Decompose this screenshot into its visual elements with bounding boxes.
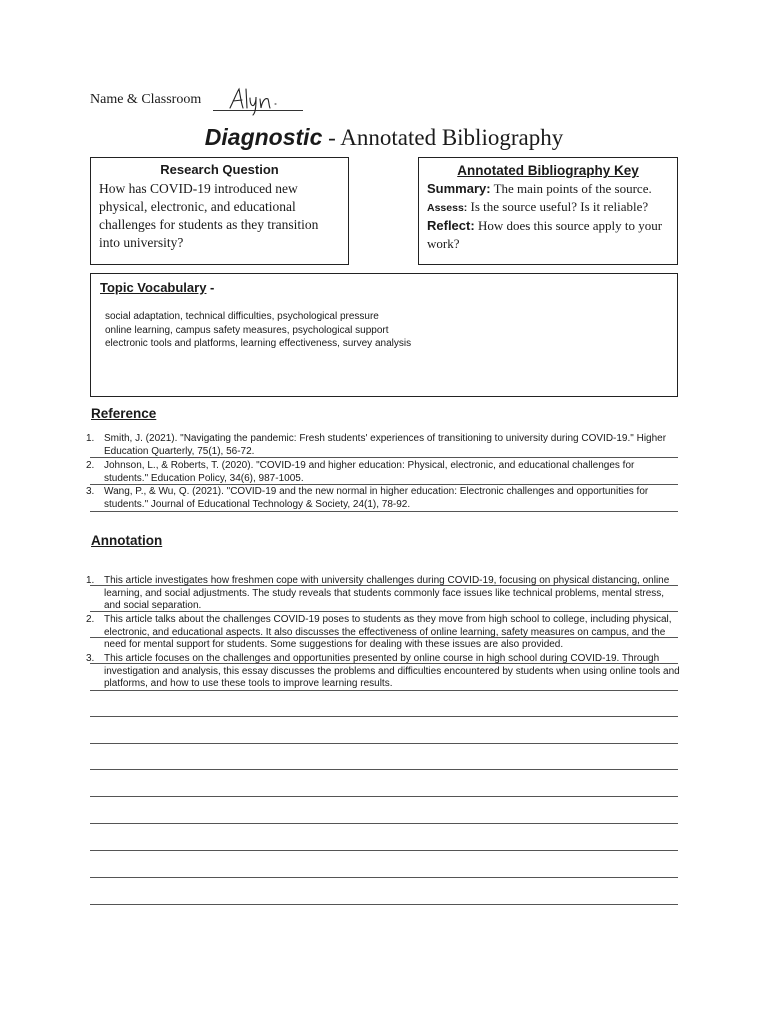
name-classroom-label: Name & Classroom [90,92,202,107]
vocabulary-line: electronic tools and platforms, learning effectiveness, survey analysis [105,338,412,349]
reference-text: Johnson, L., & Roberts, T. (2020). "COVID-19 and higher education: Physical, electronic, and educational challenges for students." Education Policy, 34(6), 987-1005. [104,460,635,484]
research-question-text: How has COVID-19 introduced new physical, electronic, and educational challenges for students as they transition into university? [99,181,319,250]
topic-vocabulary-heading-dash: - [206,280,215,295]
key-assess [427,198,669,217]
writing-line [90,585,678,586]
reference-text: Smith, J. (2021). "Navigating the pandemic: Fresh students' experiences of transitioning to university during COVID-19." Higher Education Quarterly, 75(1), 56-72. [104,433,667,457]
research-question-heading: Research Question [160,162,279,177]
key-reflect [427,217,669,253]
reference-heading: Reference [91,406,157,421]
reference-number: 1. [86,433,95,444]
title-rest: - Annotated Bibliography [322,125,564,150]
reference-item [86,486,681,511]
writing-line [90,796,678,797]
annotation-number: 3. [86,653,95,664]
annotation-item [86,614,681,652]
writing-line [90,877,678,878]
key-reflect-text: How does this source apply to your work? [427,218,663,251]
annotation-item [86,575,681,613]
annotation-number: 1. [86,575,95,586]
writing-line [90,743,678,744]
writing-line [90,511,678,512]
topic-vocabulary-box [90,273,678,397]
writing-line [90,769,678,770]
annotation-text: This article focuses on the challenges and opportunities presented by online course in high school during COVID-19. Through investigation and analysis, this essay discusses the problems and difficulties encountered by students when using online tools and platforms, and how to use these tools to improve learning results. [104,653,680,690]
reference-item [86,460,681,485]
reference-number: 2. [86,460,95,471]
annotation-text: This article investigates how freshmen cope with university challenges during COVID-19, focusing on physical distancing, online learning, and social adjustments. The study reveals that students commonly face issues like technical problems, mental stress, and social separation. [104,575,670,612]
writing-line [90,611,678,612]
key-reflect-label: Reflect: [427,218,475,233]
annotation-heading: Annotation [91,533,163,548]
page-title [0,124,768,151]
writing-line [90,850,678,851]
key-summary [427,180,669,198]
key-assess-text: Is the source useful? Is it reliable? [467,199,649,214]
vocabulary-line: online learning, campus safety measures, psychological support [105,324,389,336]
writing-line [90,484,678,485]
writing-line [90,904,678,905]
reference-number: 3. [86,486,95,497]
annotation-item [86,653,681,691]
vocabulary-line: social adaptation, technical difficulties, psychological pressure [105,311,379,322]
title-bold: Diagnostic [204,124,323,150]
writing-line [90,690,678,691]
writing-line [90,823,678,824]
annotation-text: This article talks about the challenges COVID-19 poses to students as they move from high school to college, including physical, electronic, and educational aspects. It also discusses the effectiveness of online learning, safety measures on campus, and the need for mental support for students. Some suggestions for dealing with these issues are also provided. [104,614,672,651]
writing-line [90,663,678,664]
bibliography-key-heading: Annotated Bibliography Key [457,163,639,178]
reference-text: Wang, P., & Wu, Q. (2021). "COVID-19 and the new normal in higher education: Electronic challenges and opportunities for students." Journal of Educational Technology & Society, 24(1), 78-92. [104,486,649,510]
writing-line [90,457,678,458]
key-summary-label: Summary: [427,181,491,196]
key-assess-label: Assess: [427,202,468,214]
topic-vocabulary-heading [100,280,668,295]
reference-item [86,433,681,458]
research-question-box [90,157,349,265]
topic-vocabulary-heading-text: Topic Vocabulary [100,280,207,295]
key-summary-text: The main points of the source. [490,181,652,196]
annotation-number: 2. [86,614,95,625]
writing-line [90,637,678,638]
writing-line [90,716,678,717]
handwritten-signature [226,86,296,116]
bibliography-key-box [418,157,678,265]
